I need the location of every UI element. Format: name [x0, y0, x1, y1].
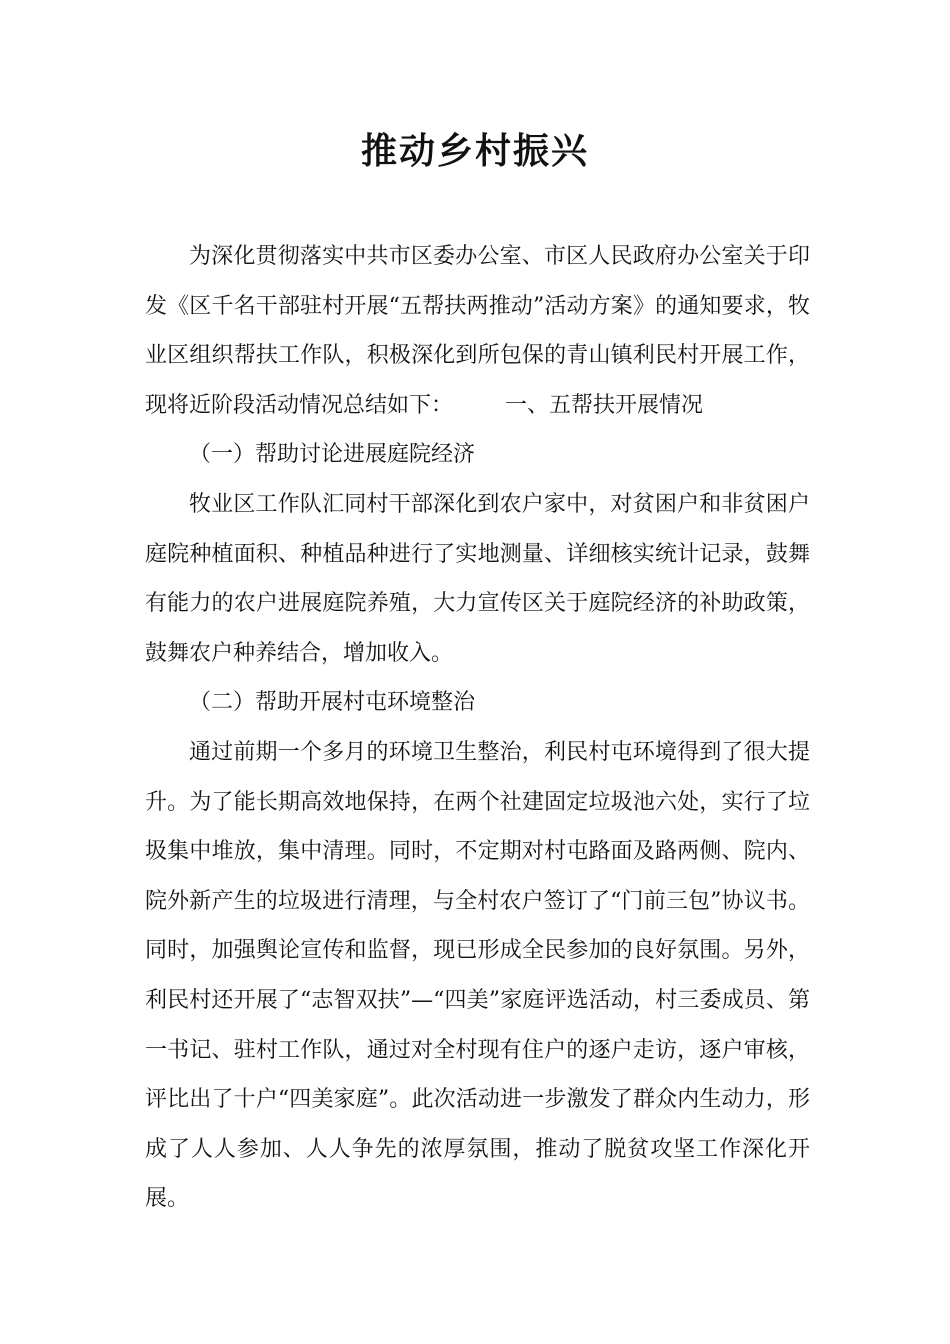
paragraph-environment: 通过前期一个多月的环境卫生整治，利民村屯环境得到了很大提升。为了能长期高效地保持，在两个社建固定垃圾池六处，实行了垃圾集中堆放，集中清理。同时，不定期对村屯路面及路两侧、院内、院外新产生的垃圾进行清理，与全村农户签订了“门前三包”协议书。同时，加强舆论宣传和监督，现已形成全民参加的良好氛围。另外，利民村还开展了“志智双扶”—“四美”家庭评选活动，村三委成员、第一书记、驻村工作队，通过对全村现有住户的逐户走访，逐户审核，评比出了十户“四美家庭”。此次活动进一步激发了群众内生动力，形成了人人参加、人人争先的浓厚氛围，推动了脱贫攻坚工作深化开展。 [145, 739, 810, 1212]
section-heading-1: 一、五帮扶开展情况 [505, 392, 704, 418]
page-title: 推动乡村振兴 [360, 131, 589, 172]
document-body [145, 232, 810, 1224]
intro-paragraph [145, 232, 810, 430]
paragraph-courtyard-economy: 牧业区工作队汇同村干部深化到农户家中，对贫困户和非贫困户庭院种植面积、种植品种进行了实地测量、详细核实统计记录，鼓舞有能力的农户进展庭院养殖，大力宣传区关于庭院经济的补助政策，鼓舞农户种养结合，增加收入。 [145, 491, 810, 666]
subsection-heading-1: （一）帮助讨论进展庭院经济 [189, 442, 476, 468]
subsection-heading-2: （二）帮助开展村屯环境整治 [189, 690, 476, 716]
intro-text: 为深化贯彻落实中共市区委办公室、市区人民政府办公室关于印发《区千名干部驻村开展“五帮扶两推动”活动方案》的通知要求，牧业区组织帮扶工作队，积极深化到所包保的青山镇利民村开展工作，现将近阶段活动情况总结如下： [145, 244, 810, 418]
